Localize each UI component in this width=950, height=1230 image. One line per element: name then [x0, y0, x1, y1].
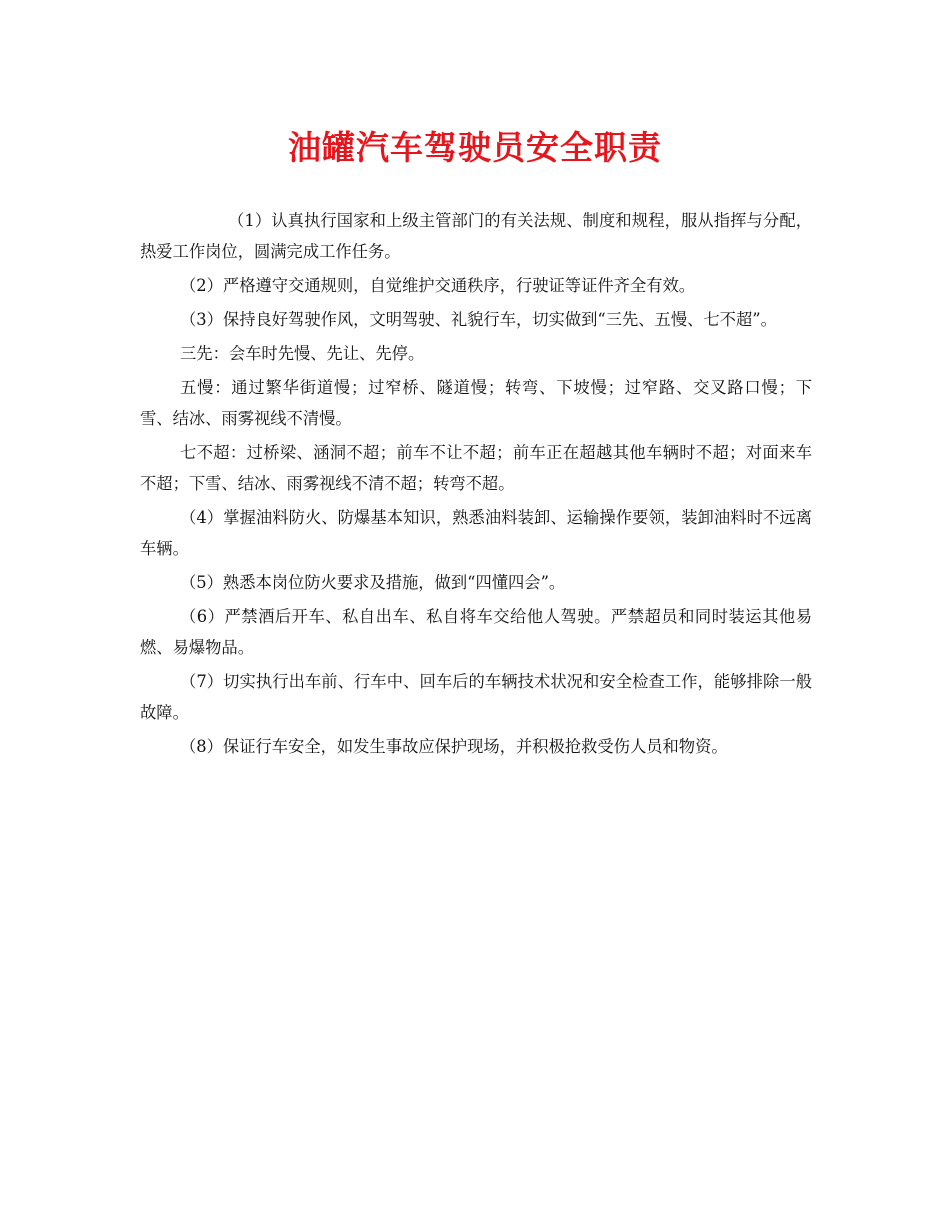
paragraph-1: （1）认真执行国家和上级主管部门的有关法规、制度和规程，服从指挥与分配，热爱工作岗位，圆满完成工作任务。 — [140, 211, 812, 261]
document-body — [140, 205, 812, 762]
paragraph-8: （8）保证行车安全，如发生事故应保护现场，并积极抢救受伤人员和物资。 — [180, 737, 728, 756]
paragraph-5: （5）熟悉本岗位防火要求及措施，做到“四懂四会”。 — [180, 573, 566, 592]
paragraph-wuman: 五慢：通过繁华街道慢；过窄桥、隧道慢；转弯、下坡慢；过窄路、交叉路口慢；下雪、结冰、雨雾视线不清慢。 — [140, 378, 812, 428]
paragraph-sanxian: 三先：会车时先慢、先让、先停。 — [180, 344, 425, 363]
paragraph-6: （6）严禁酒后开车、私自出车、私自将车交给他人驾驶。严禁超员和同时装运其他易燃、易爆物品。 — [140, 607, 812, 657]
paragraph-3: （3）保持良好驾驶作风，文明驾驶、礼貌行车，切实做到“三先、五慢、七不超”。 — [180, 310, 777, 329]
paragraph-qibuchao: 七不超：过桥梁、涵洞不超；前车不让不超；前车正在超越其他车辆时不超；对面来车不超；下雪、结冰、雨雾视线不清不超；转弯不超。 — [140, 443, 812, 493]
document-title: 油罐汽车驾驶员安全职责 — [288, 128, 662, 167]
paragraph-2: （2）严格遵守交通规则，自觉维护交通秩序，行驶证等证件齐全有效。 — [180, 276, 696, 295]
paragraph-4: （4）掌握油料防火、防爆基本知识，熟悉油料装卸、运输操作要领，装卸油料时不远离车辆。 — [140, 508, 812, 558]
paragraph-7: （7）切实执行出车前、行车中、回车后的车辆技术状况和安全检查工作，能够排除一般故障。 — [140, 672, 812, 722]
